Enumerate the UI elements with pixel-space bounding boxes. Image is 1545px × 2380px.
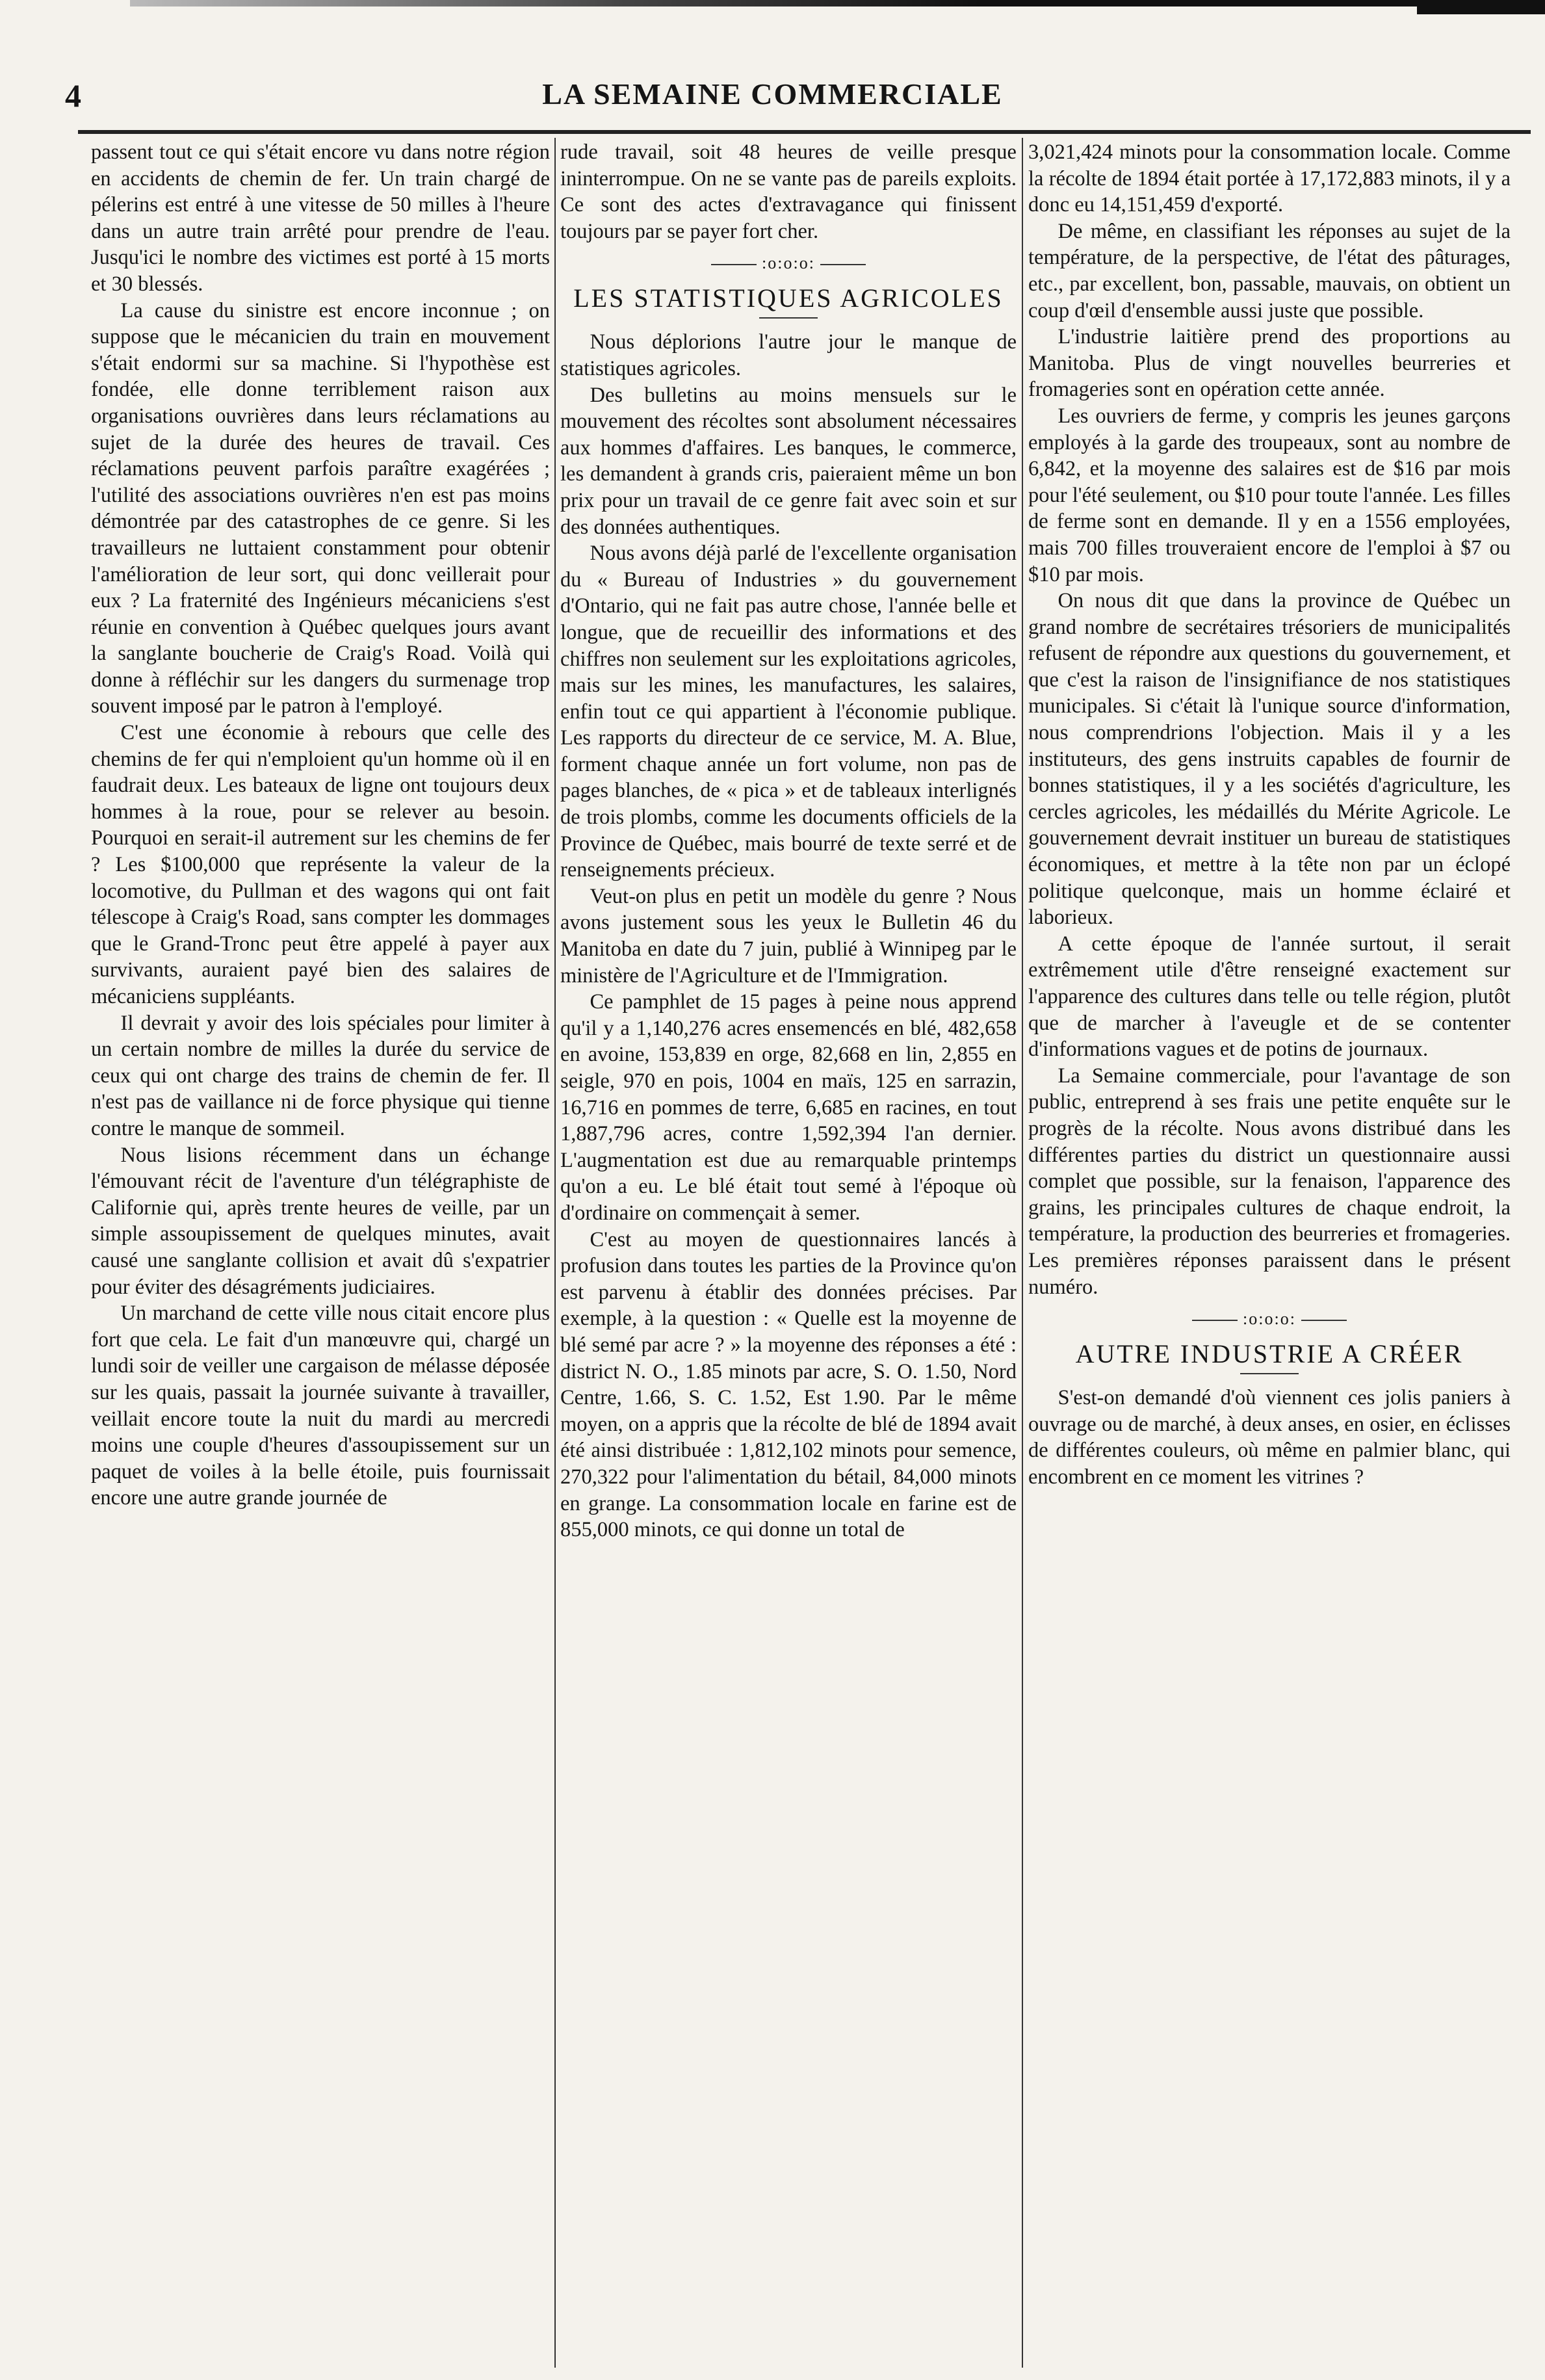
paragraph: Les ouvriers de ferme, y compris les jeunes garçons employés à la garde des troupeaux, sont au nombre de 6,842, et la moyenne des salaires est de $16 par mois pour l'été seulement, ou $10 pour toute l'année. Les filles de ferme sont en demande. Il y en a 1556 employées, mais 700 filles trouveraient encore de l'emploi à $7 ou $10 par mois.	[1028, 404, 1511, 586]
paragraph: L'industrie laitière prend des proportions au Manitoba. Plus de vingt nouvelles beurreries et fromageries sont en opération cette année.	[1028, 325, 1511, 402]
paragraph: Nous avons déjà parlé de l'excellente organisation du « Bureau of Industries » du gouvernement d'Ontario, qui ne fait pas autre chose, l'année belle et longue, que de recueillir des informations et des chiffres non seulement sur les exploitations agricoles, mais sur les mines, les manufactures, les salaires, enfin tout ce qui appartient à l'économie publique. Les rapports du directeur de ce service, M. A. Blue, forment chaque année un fort volume, non pas de pages blanches, de « pica » et de tableaux interlignés de trois plombs, comme les documents officiels de la Province de Québec, mais bourré de texte serré et de renseignements précieux.	[560, 542, 1017, 882]
paragraph: La cause du sinistre est encore inconnue ; on suppose que le mécanicien du train en mouvement s'était endormi sur sa machine. Si l'hypothèse est fondée, elle donne terriblement raison aux organisations ouvrières dans leurs réclamations au sujet de la durée des heures de travail. Ces réclamations peuvent parfois paraître exagérées ; l'utilité des associations ouvrières n'en est pas moins démontrée par des catastrophes de ce genre. Si les travailleurs ne luttaient constamment pour obtenir l'amélioration de leur sort, qui donc veillerait pour eux ? La fraternité des Ingénieurs mécaniciens s'est réunie en convention à Québec quelques jours avant la sanglante boucherie de Craig's Road. Voilà qui donne à réfléchir sur les dangers du surmenage trop souvent imposé par le patron à l'employé.	[91, 298, 550, 718]
section-divider: :o:o:o:	[560, 254, 1017, 273]
heading-rule	[759, 317, 818, 319]
paragraph: Ce pamphlet de 15 pages à peine nous apprend qu'il y a 1,140,276 acres ensemencés en blé, 482,658 en avoine, 153,839 en orge, 82,668 en lin, 2,855 en seigle, 970 en pois, 1004 en maïs, 125 en sarrazin, 16,716 en pommes de terre, 6,685 en racines, en tout 1,887,796 acres, contre 1,592,394 l'an dernier. L'augmentation est due au remarquable printemps qu'on a eu. Le blé était tout semé à l'époque où d'ordinaire on commençait à semer.	[560, 990, 1017, 1225]
paragraph: Des bulletins au moins mensuels sur le mouvement des récoltes sont absolument nécessaires aux hommes d'affaires. Les banques, le commerce, les demandent à grands cris, paieraient même un bon prix pour un travail de ce genre fait avec soin et sur des données authentiques.	[560, 383, 1017, 539]
paragraph: S'est-on demandé d'où viennent ces jolis paniers à ouvrage ou de marché, à deux anses, en osier, en éclisses de différentes couleurs, où même en palmier blanc, qui encombrent en ce moment les vitrines ?	[1028, 1386, 1511, 1489]
paragraph: passent tout ce qui s'était encore vu dans notre région en accidents de chemin de fer. Un train chargé de pélerins est entré à une vitesse de 50 milles à l'heure dans un autre train arrêté pour prendre de l'eau. Jusqu'ici le nombre des victimes est porté à 15 morts et 30 blessés.	[91, 140, 550, 296]
paragraph: Nous lisions récemment dans un échange l'émouvant récit de l'aventure d'un télégraphiste de Californie qui, après trente heures de veille, par un simple assoupissement de quelques minutes, avait causé une sanglante collision et avait dû s'expatrier pour éviter des désagréments judiciaires.	[91, 1143, 550, 1299]
paragraph: Un marchand de cette ville nous citait encore plus fort que cela. Le fait d'un manœuvre qui, chargé un lundi soir de veiller une cargaison de mélasse déposée sur les quais, passait la journée suivante à travailler, veillait encore toute la nuit du mardi au mercredi moins une couple d'heures d'assoupissement sur un paquet de voiles à la belle étoile, puis fournissait encore une autre grande journée de	[91, 1301, 550, 1510]
top-edge-block	[1417, 0, 1545, 14]
paragraph: Nous déplorions l'autre jour le manque de statistiques agricoles.	[560, 330, 1017, 380]
page-header	[0, 77, 1545, 129]
paragraph: De même, en classifiant les réponses au sujet de la température, de la perspective, de l'état des pâturages, etc., par excellent, bon, passable, mauvais, on obtient un coup d'œil d'ensemble aussi juste que possible.	[1028, 219, 1511, 322]
paragraph: C'est au moyen de questionnaires lancés à profusion dans toutes les parties de la Province qu'on est parvenu à établir des données précises. Par exemple, à la question : « Quelle est la moyenne de blé semé par acre ? » la moyenne des réponses a été : district N. O., 1.85 minots par acre, S. O. 1.50, Nord Centre, 1.66, S. C. 1.52, Est 1.90. Par le même moyen, on a appris que la récolte de blé de 1894 avait été ainsi distribuée : 1,812,102 minots pour semence, 270,322 pour l'alimentation du bétail, 84,000 minots en grange. La consommation locale en farine est de 855,000 minots, ce qui donne un total de	[560, 1227, 1017, 1542]
paragraph: C'est une économie à rebours que celle des chemins de fer qui n'emploient qu'un homme où il en faudrait deux. Les bateaux de ligne ont toujours deux hommes à la roue, pour se relever au besoin. Pourquoi en serait-il autrement sur les chemins de fer ? Les $100,000 que représente la valeur de la locomotive, du Pullman et des wagons qui ont fait télescope à Craig's Road, sans compter les dommages que le Grand-Tronc peut être appelé à payer aux survivants, auraient payé bien des salaires de mécaniciens suppléants.	[91, 721, 550, 1008]
section-divider: :o:o:o:	[1028, 1309, 1511, 1329]
masthead-title: LA SEMAINE COMMERCIALE	[542, 77, 1003, 111]
page-number: 4	[65, 77, 81, 114]
paragraph: 3,021,424 minots pour la consommation locale. Comme la récolte de 1894 était portée à 17,172,883 minots, il y a donc eu 14,151,459 d'exporté.	[1028, 140, 1511, 217]
paragraph: A cette époque de l'année surtout, il serait extrêmement utile d'être renseigné exactement sur l'apparence des cultures dans telle ou telle région, plutôt que de marcher à l'aveugle et de se contenter d'informations vagues et de potins de journaux.	[1028, 932, 1511, 1062]
top-edge-rule	[130, 0, 1545, 7]
column-divider	[1022, 138, 1023, 2368]
heading-rule	[1240, 1373, 1299, 1374]
column-2	[560, 139, 1017, 1543]
section-heading: LES STATISTIQUES AGRICOLES	[573, 283, 1004, 313]
header-rule	[78, 130, 1531, 134]
paragraph: Veut-on plus en petit un modèle du genre ? Nous avons justement sous les yeux le Bulletin 46 du Manitoba en date du 7 juin, publié à Winnipeg par le ministère de l'Agriculture et de l'Immigration.	[560, 884, 1017, 987]
paragraph: Il devrait y avoir des lois spéciales pour limiter à un certain nombre de milles la durée du service de ceux qui ont charge des trains de chemin de fer. Il n'est pas de vaillance ni de force physique qui tienne contre le manque de sommeil.	[91, 1011, 550, 1140]
paragraph: On nous dit que dans la province de Québec un grand nombre de secrétaires trésoriers de municipalités refusent de répondre aux questions du gouvernement, et que c'est la raison de l'insignifiance de nos statistiques municipales. Si c'était là l'unique source d'information, nous comprendrions l'objection. Mais il y a les instituteurs, des gens instruits capables de fournir de bonnes statistiques, il y a les sociétés d'agriculture, les cercles agricoles, les médaillés du Mérite Agricole. Le gouvernement devrait instituer un bureau de statistiques économiques, et mettre à la tête non par un éclopé politique quelconque, mais un homme éclairé et laborieux.	[1028, 589, 1511, 930]
paragraph: La Semaine commerciale, pour l'avantage de son public, entreprend à ses frais une petite enquête sur le progrès de la récolte. Nous avons distribué dans les différentes parties du district un questionnaire aussi complet que possible, sur la fenaison, l'apparence des grains, les principales cultures de chaque endroit, la température, la production des beurreries et fromageries. Les premières réponses paraissent dans le présent numéro.	[1028, 1064, 1511, 1299]
column-divider	[554, 138, 556, 2368]
column-1	[91, 139, 550, 1511]
column-3	[1028, 139, 1511, 1491]
paragraph: rude travail, soit 48 heures de veille presque ininterrompue. On ne se vante pas de pareils exploits. Ce sont des actes d'extravagance qui finissent toujours par se payer fort cher.	[560, 140, 1017, 243]
section-heading: AUTRE INDUSTRIE A CRÉER	[1075, 1339, 1464, 1369]
